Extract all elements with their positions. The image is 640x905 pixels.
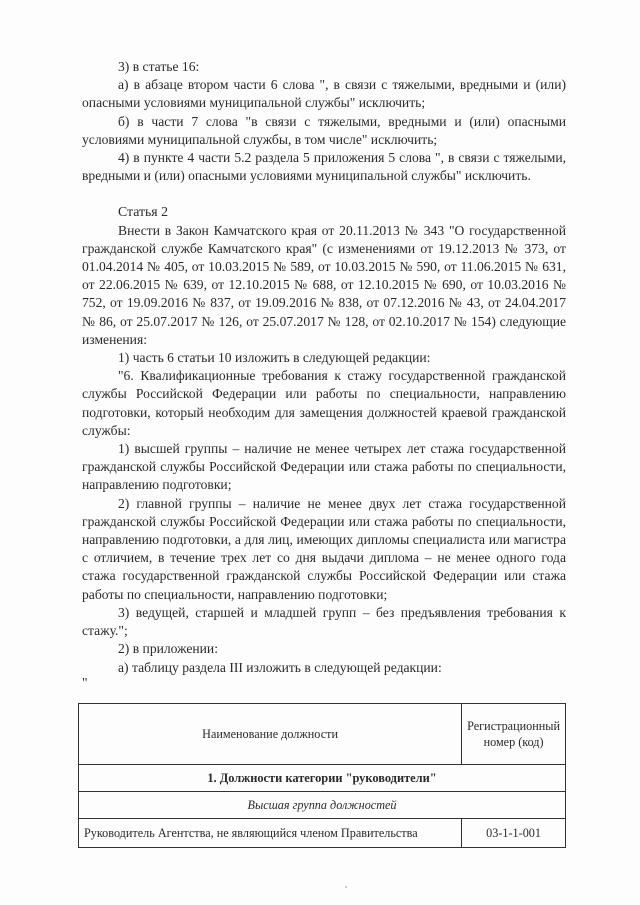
table-quote-mark: " bbox=[82, 674, 88, 690]
table-group-row bbox=[79, 792, 566, 819]
scan-speck bbox=[345, 886, 347, 888]
group-title: Высшая группа должностей bbox=[79, 792, 566, 819]
art16-item-b: б) в части 7 слова "в связи с тяжелыми, вредными и (или) опасными условиями муниципальной службы, в том числе" исключить; bbox=[82, 113, 566, 147]
art16-intro: 3) в статье 16: bbox=[118, 59, 200, 74]
table-section-row bbox=[79, 765, 566, 792]
art16-item-a: а) в абзаце втором части 6 слова ", в связи с тяжелыми, вредными и (или) опасными условиями муниципальной службы" исключить; bbox=[82, 77, 566, 111]
section-title: 1. Должности категории "руководители" bbox=[79, 765, 566, 792]
part-6-sub-1: 1) высшей группы – наличие не менее четырех лет стажа государственной гражданской службы Российской Федерации или стажа работы по специальности, направлению подготовки; bbox=[82, 441, 566, 493]
positions-table bbox=[78, 703, 566, 848]
part-6-sub-2: 2) главной группы – наличие не менее двух лет стажа государственной гражданской службы Российской Федерации или стажа работы по специальности, направлению подготовки, а для лиц, имеющих дипломы специалиста или магистра с отличием, в течение трех лет со дня выдачи диплома – не менее одного года стажа государственной гражданской службы Российской Федерации или стажа работы по специальности, направлению подготовки; bbox=[82, 495, 566, 602]
table-row bbox=[79, 819, 566, 848]
part-6-text: "6. Квалификационные требования к стажу государственной гражданской службы Российской Федерации или работы по специальности, направлению подготовки, который необходим для замещения должностей краевой гражданской службы: bbox=[82, 368, 566, 438]
position-name-cell: Руководитель Агентства, не являющийся членом Правительства bbox=[79, 819, 462, 848]
article-2-preamble: Внести в Закон Камчатского края от 20.11.2013 № 343 "О государственной гражданской службе Камчатского края" (с изменениями от 19.12.2013 № 373, от 01.04.2014 № 405, от 10.03.2015 № 589, от 10.03.2015 № 590, от 11.06.2015 № 631, от 22.06.2015 № 639, от 12.10.2015 № 688, от 12.10.2015 № 690, от 10.03.2016 № 752, от 19.09.2016 № 837, от 19.09.2016 № 838, от 07.12.2016 № 43, от 24.04.2017 № 86, от 25.07.2017 № 126, от 25.07.2017 № 128, от 02.10.2017 № 154) следующие изменения: bbox=[82, 222, 566, 347]
paragraph-gap bbox=[82, 185, 566, 203]
document-body bbox=[82, 58, 566, 691]
art16-item-4: 4) в пункте 4 части 5.2 раздела 5 приложения 5 слова ", в связи с тяжелыми, вредными и (или) опасными условиями муниципальной службы" исключить. bbox=[82, 150, 566, 184]
article-2-heading: Статья 2 bbox=[118, 204, 169, 220]
part-6-sub-3: 3) ведущей, старшей и младшей групп – без предъявления требования к стажу."; bbox=[82, 604, 566, 639]
article-2-item-1: 1) часть 6 статьи 10 изложить в следующей редакции: bbox=[118, 350, 431, 366]
article-2-item-2a: а) таблицу раздела III изложить в следующей редакции: bbox=[118, 659, 442, 675]
position-code-cell: 03-1-1-001 bbox=[462, 819, 566, 848]
table-header-row bbox=[79, 704, 566, 765]
header-position-name: Наименование должности bbox=[79, 704, 462, 765]
article-2-item-2: 2) в приложении: bbox=[118, 641, 218, 657]
header-registration-code: Регистрационный номер (код) bbox=[462, 704, 566, 765]
